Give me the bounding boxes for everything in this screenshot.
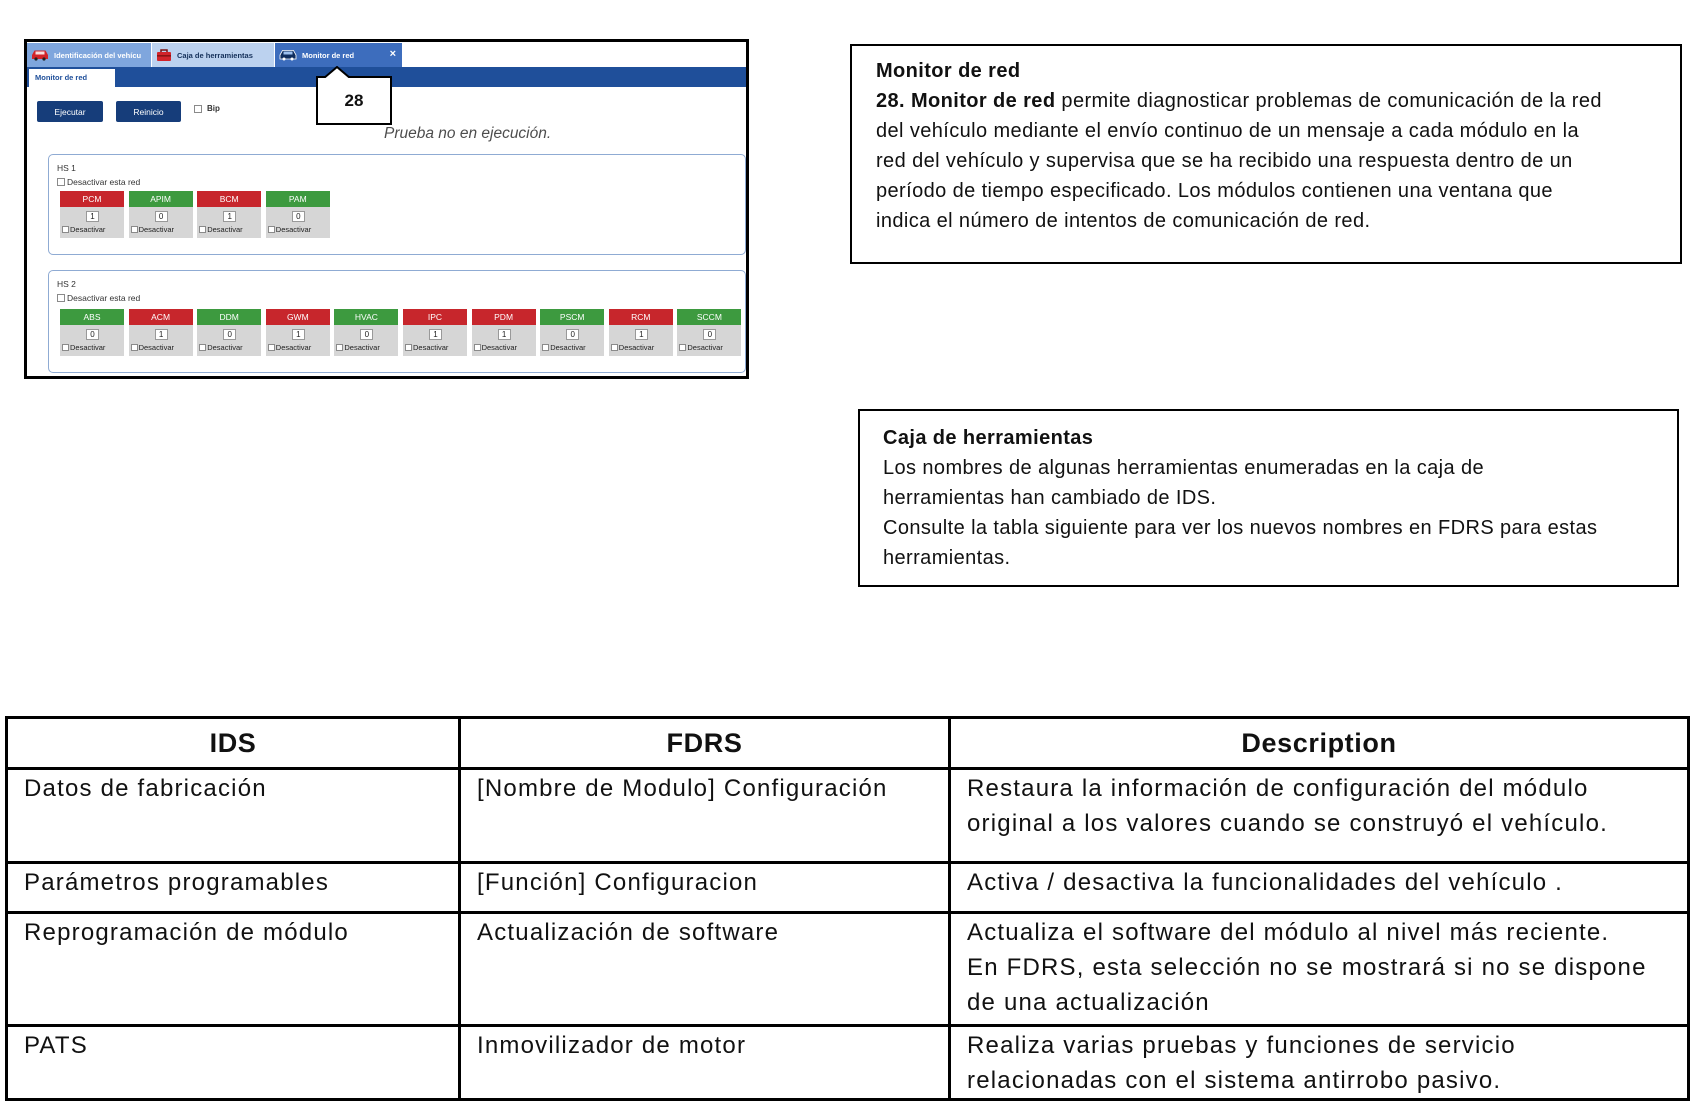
table-cell-fdrs: Actualización de software: [461, 914, 948, 1024]
network-group-hs2: [48, 270, 746, 373]
deactivate-label: Desactivar: [70, 225, 106, 234]
attempt-count-window: 1: [635, 329, 648, 340]
module-deactivate-option[interactable]: [474, 343, 517, 352]
module-tile: [403, 309, 467, 356]
network-name: HS 1: [57, 163, 76, 173]
disable-network-label: Desactivar esta red: [67, 177, 141, 187]
disable-network-option[interactable]: [57, 177, 140, 187]
tool-name-table: [5, 716, 1690, 1101]
module-tiles: [49, 309, 745, 357]
attempt-count-window: 0: [360, 329, 373, 340]
module-deactivate-option[interactable]: [611, 343, 654, 352]
module-name: PSCM: [540, 309, 604, 325]
module-name: ACM: [129, 309, 193, 325]
beep-option[interactable]: [194, 104, 220, 113]
table-cell-ids: Datos de fabricación: [8, 770, 458, 861]
deactivate-checkbox[interactable]: [268, 344, 275, 351]
module-tile: [334, 309, 398, 356]
module-deactivate-option[interactable]: [62, 225, 105, 234]
module-deactivate-option[interactable]: [199, 343, 242, 352]
deactivate-checkbox[interactable]: [131, 344, 138, 351]
monitor-description: [876, 86, 1660, 236]
callout-pointer: [324, 66, 351, 78]
subtab-network-monitor[interactable]: Monitor de red: [29, 69, 115, 87]
run-button[interactable]: Ejecutar: [37, 101, 103, 122]
module-name: GWM: [266, 309, 330, 325]
attempt-count-window: 0: [703, 329, 716, 340]
table-cell-description: Restaura la información de configuración del módulo original a los valores cuando se construyó el vehículo.: [951, 770, 1687, 861]
module-tile: [129, 309, 193, 356]
module-tile: [609, 309, 673, 356]
module-tile: [472, 309, 536, 356]
deactivate-checkbox[interactable]: [679, 344, 686, 351]
module-name: HVAC: [334, 309, 398, 325]
tab-label: Monitor de red: [302, 50, 355, 60]
module-tile: [60, 191, 124, 238]
deactivate-label: Desactivar: [618, 343, 655, 352]
attempt-count-window: 1: [292, 329, 305, 340]
deactivate-label: Desactivar: [550, 343, 586, 352]
module-deactivate-option[interactable]: [336, 343, 379, 352]
attempt-count-window: 1: [498, 329, 511, 340]
deactivate-checkbox[interactable]: [199, 226, 206, 233]
deactivate-checkbox[interactable]: [336, 344, 343, 351]
deactivate-checkbox[interactable]: [199, 344, 206, 351]
module-name: PAM: [266, 191, 330, 207]
table-header-description: Description: [951, 719, 1687, 767]
module-deactivate-option[interactable]: [131, 343, 174, 352]
module-name: DDM: [197, 309, 261, 325]
deactivate-label: Desactivar: [687, 343, 723, 352]
car-icon: [31, 49, 49, 61]
deactivate-label: Desactivar: [138, 343, 175, 352]
deactivate-checkbox[interactable]: [268, 226, 275, 233]
module-tile: [677, 309, 741, 356]
table-cell-description: Realiza varias pruebas y funciones de servicio relacionadas con el sistema antirrobo pasivo.: [951, 1027, 1687, 1098]
module-deactivate-option[interactable]: [268, 343, 311, 352]
deactivate-label: Desactivar: [138, 225, 175, 234]
table-cell-fdrs: [Nombre de Modulo] Configuración: [461, 770, 948, 861]
info-box-title: Caja de herramientas: [883, 427, 1094, 449]
table-cell-description: Activa / desactiva la funcionalidades del vehículo .: [951, 864, 1687, 911]
deactivate-label: Desactivar: [275, 343, 312, 352]
tab-label: Caja de herramientas: [177, 50, 253, 60]
app-screenshot: [24, 39, 749, 379]
module-deactivate-option[interactable]: [542, 343, 585, 352]
info-box-network-monitor: [850, 44, 1682, 264]
module-name: IPC: [403, 309, 467, 325]
attempt-count-window: 0: [223, 329, 236, 340]
monitor-text: permite diagnosticar problemas de comunicación de la red del vehículo mediante el envío continuo de un mensaje a cada módulo en la red del vehículo y supervisa que se ha recibido una respuesta dentro de un período de tiempo especificado. Los módulos contienen una ventana que indica el número de intentos de comunicación de red.: [876, 90, 1602, 232]
module-tile: [266, 191, 330, 238]
reset-button[interactable]: Reinicio: [116, 101, 181, 122]
deactivate-checkbox[interactable]: [62, 344, 69, 351]
module-name: ABS: [60, 309, 124, 325]
disable-network-checkbox[interactable]: [57, 178, 65, 186]
deactivate-checkbox[interactable]: [62, 226, 69, 233]
info-box-title: Monitor de red: [876, 60, 1021, 82]
network-name: HS 2: [57, 279, 76, 289]
table-cell-ids: PATS: [8, 1027, 458, 1098]
table-header-fdrs: FDRS: [461, 719, 948, 767]
tab-toolbox[interactable]: [152, 43, 274, 67]
deactivate-checkbox[interactable]: [542, 344, 549, 351]
table-cell-ids: Parámetros programables: [8, 864, 458, 911]
module-name: RCM: [609, 309, 673, 325]
module-deactivate-option[interactable]: [405, 343, 448, 352]
monitor-lead: 28. Monitor de red: [876, 90, 1056, 112]
deactivate-label: Desactivar: [207, 343, 243, 352]
attempt-count-window: 0: [155, 211, 168, 222]
disable-network-checkbox[interactable]: [57, 294, 65, 302]
network-group-hs1: [48, 154, 746, 255]
module-tile: [266, 309, 330, 356]
attempt-count-window: 1: [223, 211, 236, 222]
attempt-count-window: 1: [429, 329, 442, 340]
beep-label: Bip: [207, 104, 220, 113]
deactivate-checkbox[interactable]: [405, 344, 412, 351]
module-deactivate-option[interactable]: [199, 225, 242, 234]
attempt-count-window: 1: [155, 329, 168, 340]
disable-network-option[interactable]: [57, 293, 140, 303]
module-name: SCCM: [677, 309, 741, 325]
deactivate-checkbox[interactable]: [611, 344, 618, 351]
module-deactivate-option[interactable]: [679, 343, 722, 352]
info-box-toolbox: [858, 409, 1679, 587]
tab-label: Identificación del vehícu: [54, 50, 142, 60]
close-icon[interactable]: ×: [389, 48, 396, 60]
module-name: PCM: [60, 191, 124, 207]
module-tile: [197, 309, 261, 356]
table-cell-description: Actualiza el software del módulo al nivel más reciente. En FDRS, esta selección no se mostrará si no se dispone de una actualización: [951, 914, 1687, 1024]
tab-vehicle-identification[interactable]: [27, 43, 151, 67]
table-cell-fdrs: Inmovilizador de motor: [461, 1027, 948, 1098]
toolbox-icon: [156, 48, 172, 62]
deactivate-label: Desactivar: [481, 343, 518, 352]
test-status-text: Prueba no en ejecución.: [384, 125, 552, 142]
module-name: APIM: [129, 191, 193, 207]
module-deactivate-option[interactable]: [131, 225, 174, 234]
table-cell-ids: Reprogramación de módulo: [8, 914, 458, 1024]
module-tile: [540, 309, 604, 356]
network-vehicle-icon: [279, 49, 297, 61]
module-tiles: [49, 191, 745, 239]
tab-network-monitor[interactable]: [275, 43, 402, 67]
callout-number: 28: [316, 76, 392, 125]
module-deactivate-option[interactable]: [62, 343, 105, 352]
toolbox-paragraph: Los nombres de algunas herramientas enumeradas en la caja de herramientas han cambiado de IDS.: [883, 457, 1485, 509]
module-name: PDM: [472, 309, 536, 325]
attempt-count-window: 0: [292, 211, 305, 222]
attempt-count-window: 1: [86, 211, 99, 222]
tab-bar: [27, 42, 746, 67]
table-header-ids: IDS: [8, 719, 458, 767]
deactivate-checkbox[interactable]: [131, 226, 138, 233]
module-name: BCM: [197, 191, 261, 207]
deactivate-checkbox[interactable]: [474, 344, 481, 351]
deactivate-label: Desactivar: [207, 225, 243, 234]
module-tile: [60, 309, 124, 356]
beep-checkbox[interactable]: [194, 105, 202, 113]
module-tile: [129, 191, 193, 238]
deactivate-label: Desactivar: [344, 343, 380, 352]
disable-network-label: Desactivar esta red: [67, 293, 141, 303]
deactivate-label: Desactivar: [275, 225, 312, 234]
table-cell-fdrs: [Función] Configuracion: [461, 864, 948, 911]
deactivate-label: Desactivar: [70, 343, 106, 352]
attempt-count-window: 0: [86, 329, 99, 340]
toolbox-paragraph: Consulte la tabla siguiente para ver los nuevos nombres en FDRS para estas herramientas.: [883, 517, 1598, 569]
deactivate-label: Desactivar: [413, 343, 449, 352]
module-tile: [197, 191, 261, 238]
attempt-count-window: 0: [566, 329, 579, 340]
module-deactivate-option[interactable]: [268, 225, 311, 234]
